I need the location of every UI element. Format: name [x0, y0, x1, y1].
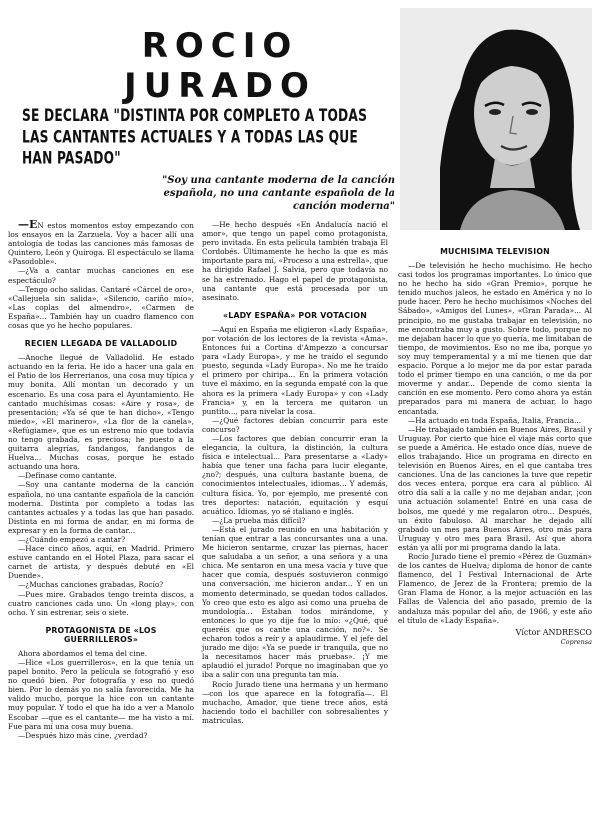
paragraph: —Defínase como cantante.	[18, 471, 117, 481]
paragraph: —He hecho después «En Andalucía nació el amor», que tengo un papel como protagonista, pero invitada. En esta película también trabaja El Cordobés. Últimamente he hecho la que es más importante para mí, «Proceso a una estrella», que ha dirigido Rafael J. Salvia, pero que todavía no se ha estrenado. Hago el papel de protagonista, una cantante que está procesada por un asesinato.	[202, 220, 388, 302]
paragraph: Ahora abordamos el tema del cine.	[18, 648, 148, 658]
paragraph: —De televisión he hecho muchísimo. He hecho casi todos los programas importantes. Lo único que no he hecho ha sido «Gran Premio», porque he tenido muchos jaleos, he estado en América y no lo pude hacer. Pero he hecho muchísimos «Noches del Sábado», «Amigos del Lunes», «Gran Parada»... Al principio, no me gustaba trabajar en televisión, no me encontraba muy a gusto. Sobre todo, porque no me dejaban hacer lo que yo quería, me limitaban de tiempo, de movimientos. Eso no me iba, porque yo soy muy temperamental y a mí me tienen que dar espacio. Porque a lo mejor me da por estar parada todo el primer tiempo en una canción, o me da por moverme y andar... Depende de como sienta la canción en ese momento. Pero como ahora ya están preparados para mi manera de actuar, lo hago encantada.	[398, 261, 592, 416]
author-signature: Víctor ANDRESCO	[515, 627, 592, 637]
paragraph: —Tengo ocho salidas. Cantaré «Cárcel de oro», «Callejuela sin salida», «Silencio, cariño mío», «Las coplas del almendro», «Carmen de España»... También hay un cuadro flamenco con cosas que yo he hecho populares.	[8, 284, 194, 331]
paragraph: Rocío Jurado tiene el premio «Pérez de Guzmán» de los cantes de Huelva; diploma de honor de cante flamenco, del I Festival Internacional de Arte Flamenco, de Jerez de la Frontera; premio de la Gran Flama de Honor, a la mejor actuación en las Fallas de Valencia del año pasado, premio de la andaluza más popular del año, de 1966, y este año el título de «Lady España».	[398, 552, 592, 625]
paragraph: —Después hizo más cine, ¿verdad?	[18, 730, 148, 740]
paragraph: —Hice «Los guerrilleros», en la que tenía un papel bonito. Pero la película se fotografió y eso no quedó bien. Por fotografía y eso no quedó bien. Por lo demás yo no salía favorecida. Me ha valido mucho, porque la hice con un cantante muy popular. Y todo el que ha ido a ver a Manolo Escobar —que es el cantante— me ha visto a mí. Fue para mí una cosa muy buena.	[8, 657, 194, 731]
paragraph: —Los factores que debían concurrir eran la elegancia, la cultura, la distinción, la cultura física e intelectual... Para presentarse a «Lady» había que tener una facha para lucir elegante, ¿no?; después, una cultura bastante buena, de conocimientos intelectuales, idiomas... Y además, cultura física. Yo, por ejemplo, me presenté con tres deportes: natación, equitación y esquí acuático. Idiomas, yo sé italiano e inglés.	[202, 433, 388, 516]
paragraph: —Está el jurado reunido en una habitación y tenían que entrar a las concursantes una a una. Me hicieron sentarme, cruzar las piernas, hacer que saludaba a un señor, a una señora y a una chica. Me sentaron en una mesa vacía y tuve que hacer que comía, después sostuvieron conmigo una conversación, me hicieron andar... Y en un momento determinado, se quedan todos callados. Yo creo que esto es algo así como una prueba de mundología... Estaban todos mirándome, y entonces lo que yo dije fue lo mío: «¿Qué, qué queréis que os cante una canción, no?». Se echaron todos a reír y a aplaudirme. Y el jefe del jurado me dijo: «Ya se puede ir tranquila, que no la necesitamos hacer más pruebas». ¡Y me aplaudió el jurado! Porque no imaginaban que yo iba a salir con una pregunta tan mía.	[202, 524, 388, 680]
portrait-illustration	[400, 8, 592, 230]
paragraph: —Aquí en España me eligieron «Lady España», por votación de los lectores de la revista «Ama». Entonces fui a Cortina d'Ampezzo a concursar para «Lady Europa», y me he traído el segundo puesto, segunda «Lady Europa». No me he traído el primero por chiripa... En la primera votación tuve el máximo, en la segunda empaté con la que ahora es la primera «Lady Europa» y con «Lady Francia» y, en la tercera me quitaron un puntito..., para nivelar la cosa.	[202, 324, 388, 416]
subheading: RECIEN LLEGADA DE VALLADOLID	[24, 339, 178, 349]
paragraph: —Hace cinco años, aquí, en Madrid. Primero estuve cantando en el Hotel Plaza, para sacar el carnet de artista, y después debuté en «El Duende».	[8, 544, 194, 581]
paragraph: —¿Cuándo empezó a cantar?	[18, 535, 126, 544]
paragraph: —¿Muchas canciones grabadas, Rocío?	[18, 580, 164, 590]
column-2	[202, 220, 388, 725]
paragraph: Rocío Jurado tiene una hermana y un hermano —con los que aparece en la fotografía—. El muchacho, Amador, que tiene trece años, está haciendo todo el bachiller con sobresalientes y matrículas.	[202, 679, 388, 725]
paragraph: —¿La prueba más difícil?	[212, 515, 306, 525]
agency-credit: Coprensa	[560, 637, 592, 646]
portrait-photo	[400, 8, 592, 230]
column-3	[398, 238, 592, 646]
subheading: «LADY ESPAÑA» POR VOTACION	[223, 310, 367, 320]
paragraph: —Anoche llegué de Valladolid. He estado actuando en la feria. He ido a hacer una gala en el Patio de los Herrerianos, una cosa muy típica y muy bonita. Allí montan un decorado y un escenario. Es una cosa para el Ayuntamiento. He cantado muchísimas cosas: «Aire y rosa», de presentación; «Ya sé que te han dicho», «Tengo miedo», «El marinero», «La flor de la canela», «Refúgiame», que es un estreno mío que todavía no tengo grabada, es preciosa; he puesto a la guitarra alegrías, fandangos, fandangos de Huelva... Muchas cosas, porque he estado actuando una hora.	[8, 353, 194, 472]
pull-quote: "Soy una cantante moderna de la canción española, no una cantante española de la canción moderna"	[162, 175, 395, 212]
paragraph: —EN estos momentos estoy empezando con los ensayos en la Zarzuela. Voy a hacer allí una antología de todas las canciones más famosas de Quintero, León y Quiroga. El espectáculo se llama «Pasodoble».	[8, 218, 194, 267]
subheading: PROTAGONISTA DE «LOS GUERRILLEROS»	[45, 625, 157, 644]
article-title: ROCIO JURADO	[124, 26, 316, 106]
paragraph: —He trabajado también en Buenos Aires, Brasil y Uruguay. Por cierto que hice el viaje más corto que se puede a América. He estado once días, nueve de ellos trabajando. Hice un programa en directo en televisión en Buenos Aires, en el que cantaba tres canciones. Una de las canciones la tuve que repetir dos veces entera, porque era cara al público. Al otro día salí a la calle y no me dejaban andar, ¡con una actuación solamente! Entré en una casa de bolsos, me quedé y me regalaron otro... Después, un éxito fabuloso. Al marchar he dejado allí grabado un mes para Buenos Aires, otro más para Uruguay y otro mes para Brasil. Así que ahora están ya allí por mi programa dando la lata.	[398, 424, 592, 552]
paragraph: —Pues mire. Grabados tengo treinta discos, a cuatro canciones cada uno. Un «long play», con ocho. Y sin estrenar, seis o siete.	[8, 589, 194, 617]
paragraph: —Ha actuado en toda España, Italia, Francia...	[408, 415, 582, 425]
article-headline: SE DECLARA "DISTINTA POR COMPLETO A TODAS LAS CANTANTES ACTUALES Y A TODAS LAS QUE HAN PASADO"	[22, 106, 368, 169]
subheading: MUCHISIMA TELEVISION	[440, 247, 550, 256]
paragraph: —Soy una cantante moderna de la canción española, no una cantante española de la canción moderna. Distinta por completo a todas las cantantes actuales y a todas las que han pasado. Distinta en mi forma de andar, en mi forma de expresar y en la forma de cantar...	[8, 480, 194, 535]
paragraph: —¿Qué factores debían concurrir para este concurso?	[202, 415, 388, 434]
paragraph: —¿Va a cantar muchas canciones en ese espectáculo?	[8, 266, 194, 285]
column-1	[8, 220, 194, 740]
